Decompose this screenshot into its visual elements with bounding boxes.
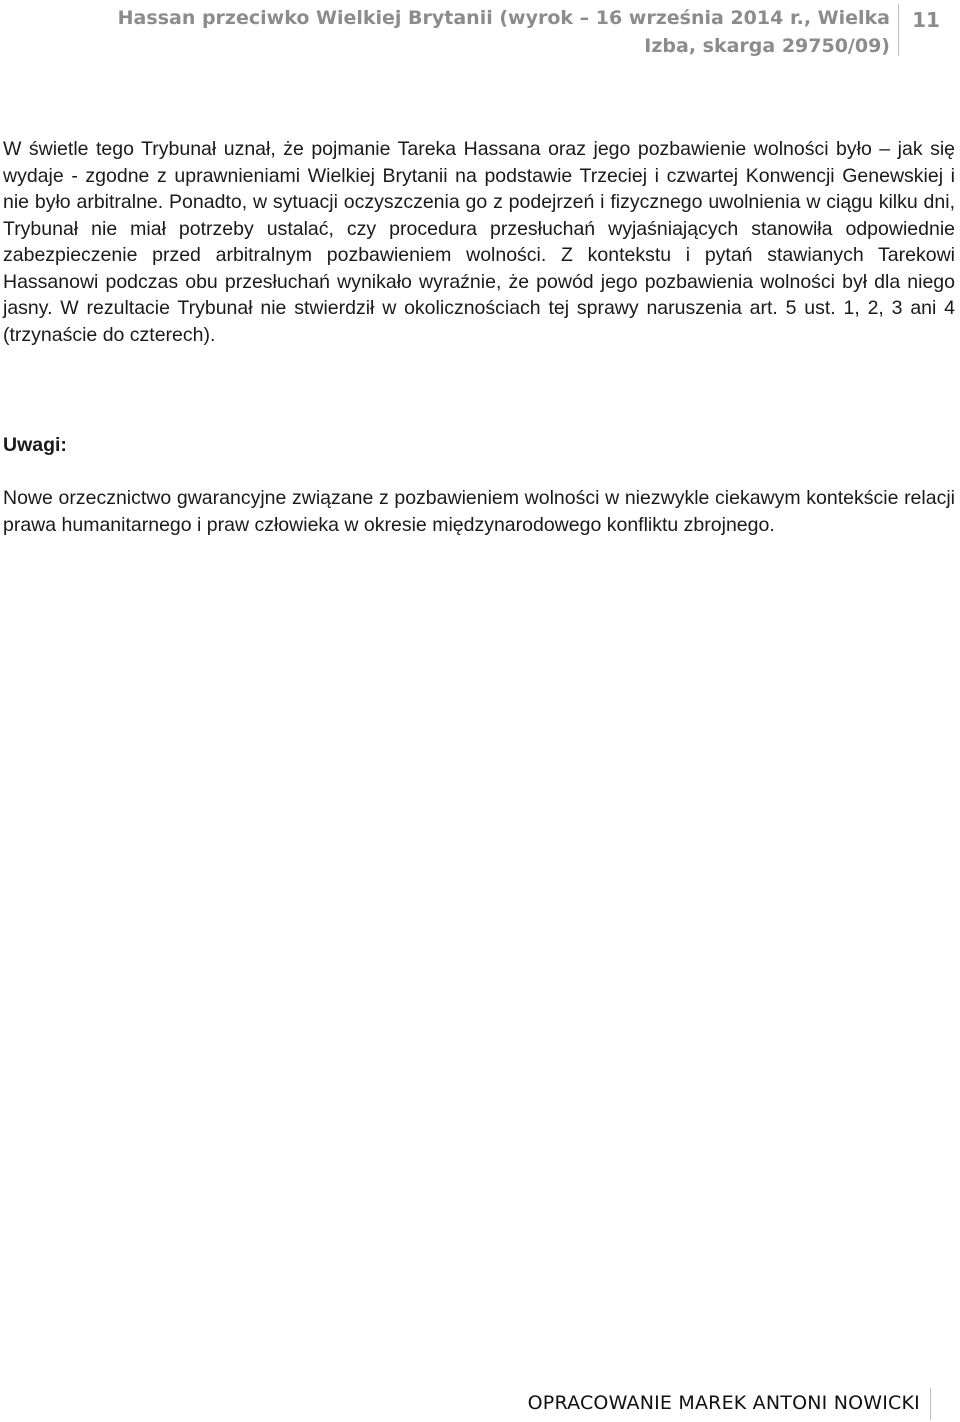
- section-heading-notes: Uwagi:: [3, 434, 67, 456]
- header-divider: [898, 4, 899, 56]
- main-content: [3, 136, 955, 348]
- footer-author: OPRACOWANIE MAREK ANTONI NOWICKI: [527, 1392, 920, 1414]
- body-paragraph-2: Nowe orzecznictwo gwarancyjne związane z pozbawieniem wolności w niezwykle ciekawym kontekście relacji prawa humanitarnego i praw człowieka w okresie międzynarodowego konfliktu zbrojnego.: [3, 487, 955, 536]
- body-paragraph-1: W świetle tego Trybunał uznał, że pojmanie Tareka Hassana oraz jego pozbawienie wolności było – jak się wydaje - zgodne z uprawnieniami Wielkiej Brytanii na podstawie Trzeciej i czwartej Konwencji Genewskiej i nie było arbitralne. Ponadto, w sytuacji oczyszczenia go z podejrzeń i fizycznego uwolnienia w ciągu kilku dni, Trybunał nie miał potrzeby ustalać, czy procedura przesłuchań wyjaśniających stanowiła odpowiednie zabezpieczenie przed arbitralnym pozbawieniem wolności. Z kontekstu i pytań stawianych Tarekowi Hassanowi podczas obu przesłuchań wynikało wyraźnie, że powód jego pozbawienia wolności był dla niego jasny. W rezultacie Trybunał nie stwierdził w okolicznościach tej sprawy naruszenia art. 5 ust. 1, 2, 3 ani 4 (trzynaście do czterech).: [3, 138, 955, 346]
- notes-content: [3, 485, 955, 538]
- running-header-title: Hassan przeciwko Wielkiej Brytanii (wyrok – 16 września 2014 r., Wielka Izba, skarga 29750/09): [117, 7, 890, 57]
- page-number: 11: [912, 8, 940, 32]
- footer-divider: [930, 1388, 931, 1420]
- page-footer: [0, 1384, 960, 1422]
- page-header: [0, 0, 960, 62]
